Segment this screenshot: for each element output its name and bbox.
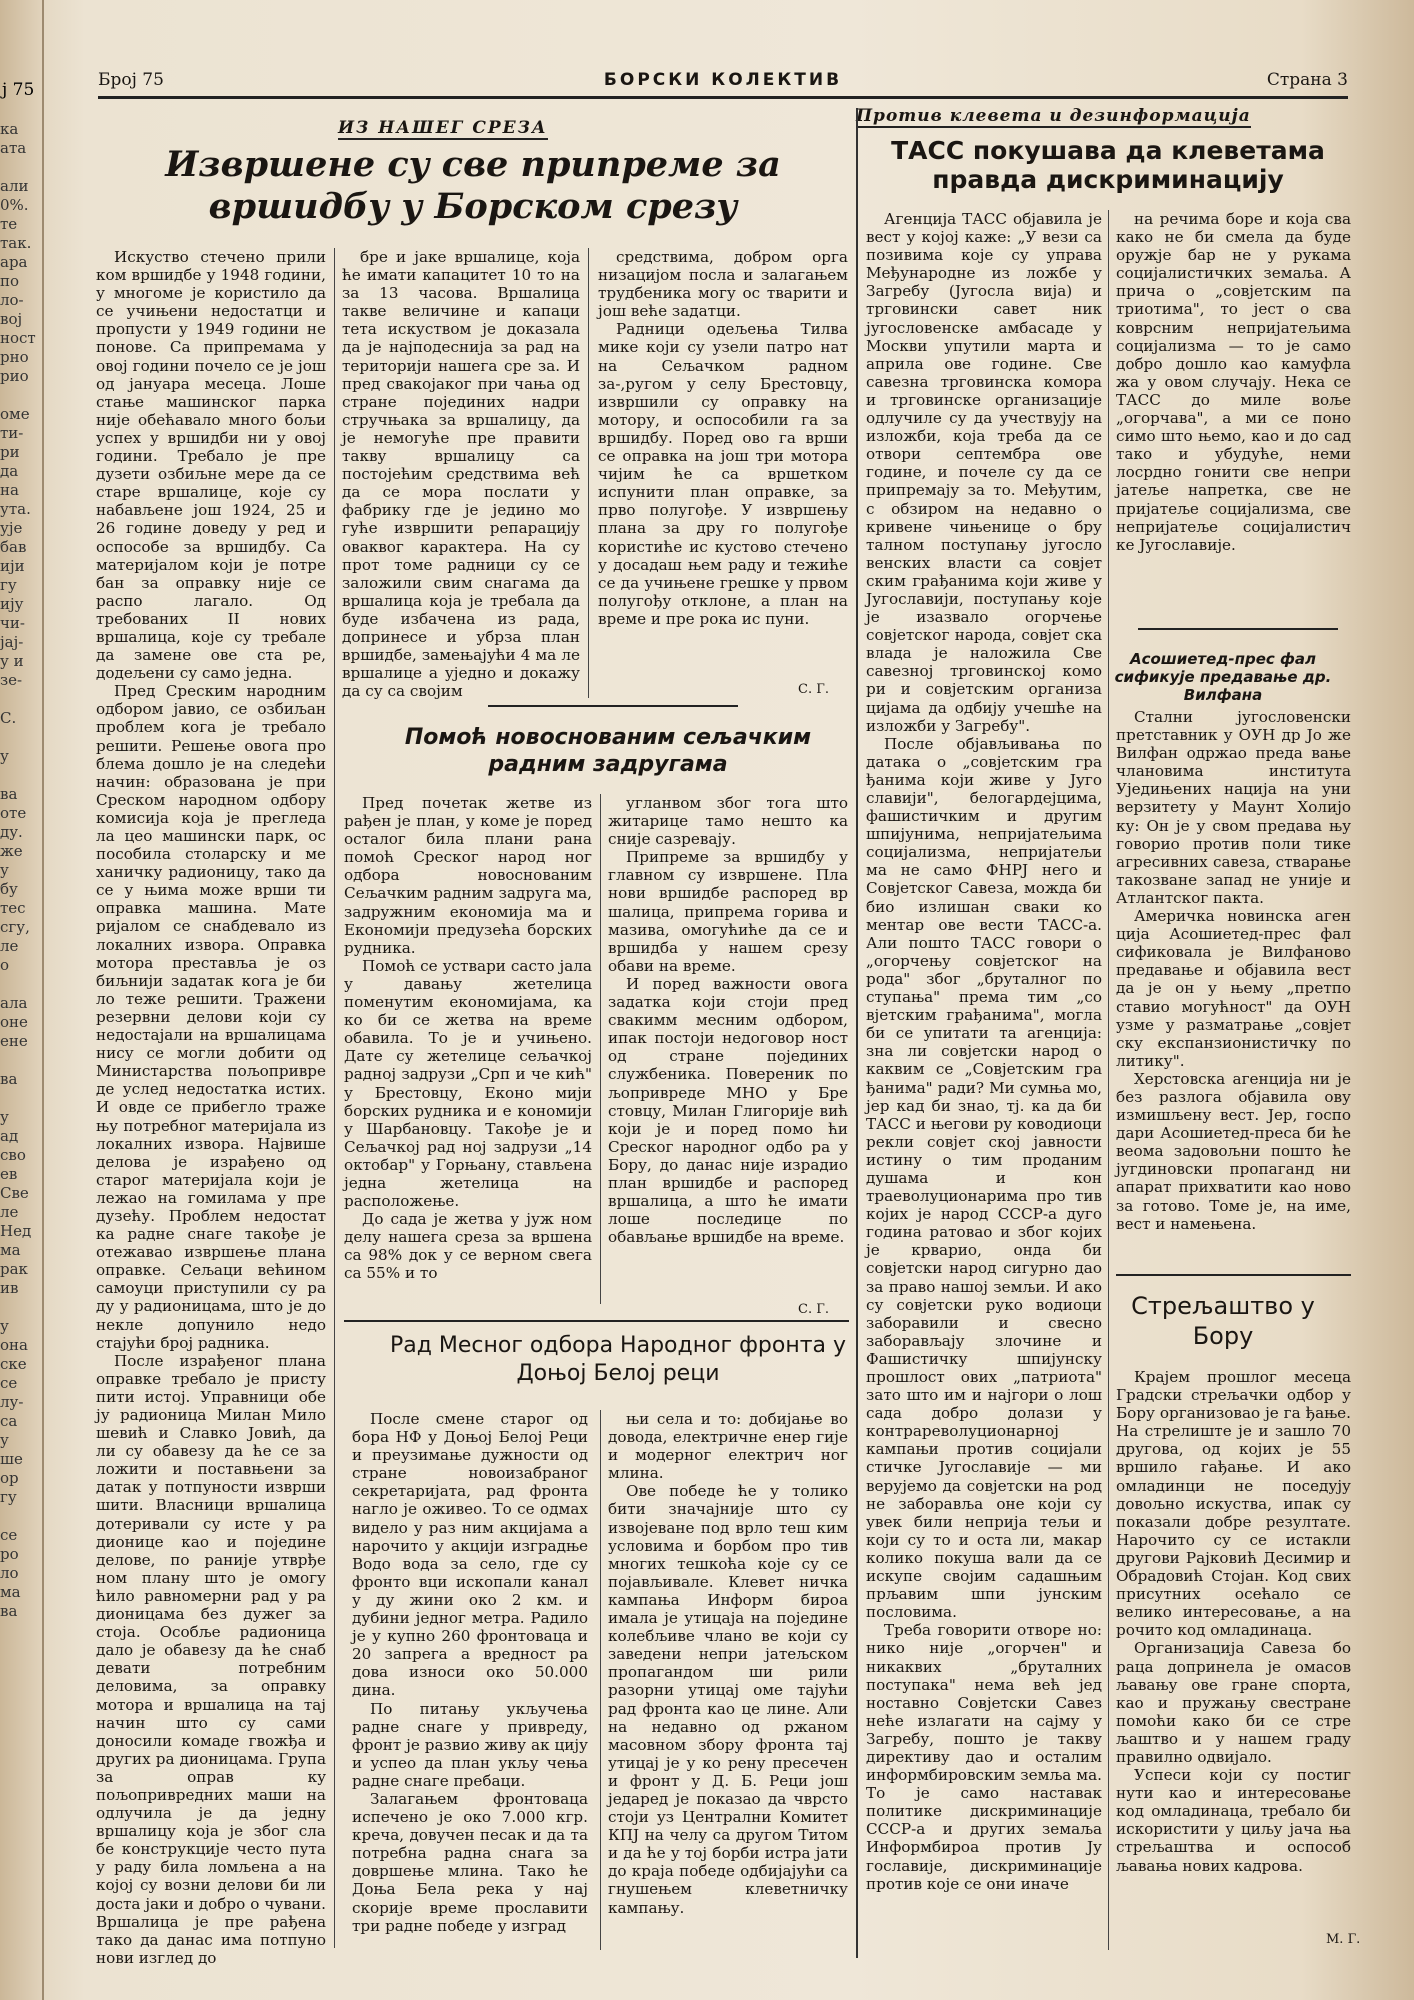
paragraph: Ове победе ће у толико бити значајније што су извојеване под врло теш ким условима и борбом про тив многих тешкоћа које су се појављивале. Клевет ничка кампања Информ бироа имала је утицаја на поједине колебљиве члано ве који су заведени непри јатељском пропагандом ши рили разорни утицај оме тајући рад фронта као це лине. Али на недавно од ржаном масовном збору фронта тај утицај је у ко рену пресечен и фронт у Д. Б. Реци још једаред је показао да чврсто стоји уз Централни Комитет КПЈ на челу са другом Титом и да ће у тој борби истра јати до краја победе одбијајући са гнушењем клеветничку кампању. [608,1482,848,1917]
headline-asso: Асошиетед-прес фал сификује предавање др. Вилфана [1114,650,1332,704]
headline-main: Извршене су све припреме за вршидбу у Борском срезу [165,144,781,227]
newspaper-page [58,48,1363,1978]
article-rad-col1 [352,1410,588,1935]
paragraph: Припреме за вршидбу у главном су извршене. Пла нови вршидбе распоред вр шалица, припрема горива и мазива, омогућиће да се и вршидба у нашем срезу обави на време. [608,848,848,975]
article-tass-col1 [866,210,1102,1893]
column-divider [600,794,601,1304]
paragraph: њи села и то: добијање во довода, електричне енер гије и модерног електрич ног млина. [608,1410,848,1483]
previous-page-number: ј 75 [2,80,35,100]
paragraph: После израђеног плана оправке требало је присту пити истој. Управници обе ју радионица Милан Мило шевић и Славко Јовић, да ли су обавезу да ће се за ложити и поставњени за датак у потпуности изврши шити. Власници вршалица дотеривали су исте у ра дионице као и поједине делове, по раније утврђе ном плану што је омогу ћило равномерни рад у ра дионицама без дужег за стоја. Особље радионица дало је обавезу да ће снаб девати потребним деловима, за оправку мотора и вршалица на тај начин што су сами доносили комаде гвожђа и других ра дионицама. Група за оправ ку пољопривредних маши на одлучила је да једну вршалицу која је због сла бе конструкције често пута у раду била ломљена а на којој су возни делови би ли доста јаки и добро о чувани. Вршалица је пре рађена тако да данас има потпуно нови изглед до [96,1351,326,1967]
article-main-col2 [342,248,580,700]
page-header [98,62,1348,99]
paragraph: бре и јаке вршалице, која ће имати капацитет 10 то на за 13 часова. Вршалица такве величине и капаци тета искуством је доказала да је најподеснија за рад на територији нашега сре за. И пред свакојаког при чања од стране појединих надри стручњака за вршалицу, да је немогуће пре правити такву вршалицу са постојећим средствима већ да се мора послати у фабрику где је једино мо гуће извршити репарацију оваквог карактера. На су прот томе радници су се заложили свим снагама да вршалица која је требала да буде избачена из рада, допринесе и убрза план вршидбе, замењајући 4 ма ле вршалице а уједно и докажу да су са својим [342,248,580,701]
previous-page-strip [0,0,44,2000]
paragraph: Америчка новинска аген ција Асошиетед-прес фал сификовала је Вилфаново предавање и објавила вест да је он у њему „претпо ставио могућност" да ОУН узме у разматрање „совјет ску експанзионистичку по литику". [1116,907,1351,1070]
separator-rule [1116,1274,1351,1276]
paragraph: После смене старог од бора НФ у Доњој Белој Реци и преузимање дужности од стране новоизабраног секретаријата, рад фронта нагло је оживео. То се одмах видело у раз ним акцијама а нарочито у акцији изградње Водо вода за село, где су фронто вци ископали канал у ду жини око 2 км. и дубини једног метра. Радило је у купно 260 фронтоваца и 20 запрега а вредност ра дова износи око 50.000 дина. [352,1410,588,1700]
headline-pomoc: Помоћ новоснованим сељачким радним задругама [404,725,812,777]
paragraph: Успеси који су постиг нути као и интересовање код омладинаца, требало би искористити у циљу јача ња стрељаштва и оспособ љавања нових кадрова. [1116,1766,1351,1875]
signature-strel: М. Г. [1326,1932,1361,1947]
article-main-col1 [96,248,326,1967]
separator-rule [1138,628,1338,630]
paragraph: Стални југословенски претставник у ОУН др Јо же Вилфан одржао преда вање члановима института Уједињених нација на уни верзитету у Маунт Холијо ку: Он је у свом предава њу говорио против поли тике агресивних савеза, стварање такозване запад не уније и Атлантског пакта. [1116,708,1351,907]
headline-tass: ТАСС покушава да клеветама правда дискриминацију [891,136,1325,194]
article-pomoc-col2 [608,794,848,1246]
column-divider [1108,210,1109,1950]
headline-rad: Рад Месног одбора Народног фронта у Доњој Белој реци [389,1333,847,1386]
paragraph: Залагањем фронтоваца испечено је око 7.000 кгр. креча, довучен песак и да та потребна радна снага за довршење млина. Тако ће Доња Бела река у нај скорије време прославити три радне победе у изград [352,1789,588,1935]
paragraph: Крајем прошлог месеца Градски стрељачки одбор у Бору организовао је га ђање. На стрелиште је и зашло 70 другова, од којих је 55 вршило гађање. И ако омладинци не поседују довољно искуства, ипак су показали добре резултате. Нарочито су се истакли другови Рајковић Десимир и Обрадовић Стојан. Код свих присутних осећало се велико интересовање, а на рочито код омладинаца. [1116,1368,1351,1640]
article-pomoc-col1 [344,794,592,1283]
paragraph: До сада је жетва у јуж ном делу нашега среза за вршена са 98% док у се верном свега са 55% и то [344,1210,592,1283]
paragraph: Пред Среским народним одбором јавио, се озбиљан проблем кога је требало решити. Решење овога про блема дошло је на следећи начин: образована је при Среском народном одбору комисија која је прегледа ла цео машински парк, ос пособила столарску и ме ханичку радионицу, тако да се у њима може врши ти оправка машина. Мате ријалом се снабдевало из локалних извора. Оправка мотора преставља је оз биљнији задатак кога је би ло теже решити. Тражени резервни делови који су недостајали на вршалицама нису се могли добити од Министарства пољопривре де услед недостатка истих. И овде се прибегло траже њу потребног материјала из локалних извора. Највише делова је израђено од старог материјала који је лежао на гомилама у пре дузећу. Проблем недостат ка радне снаге такође је отежавао извршење плана оправке. Сељаци већином самоуци приступили су ра ду у радионицама, што је до некле допунило недо стајући број радника. [96,682,326,1352]
issue-number: Број 75 [98,70,164,90]
signature-main: С. Г. [798,682,829,697]
column-divider [600,1410,601,1950]
paragraph: Треба говорити отворе но: нико није „огорчен" и никаквих „бруталних поступака" нема већ јед ноставно Совјетски Савез неће излагати на сајму у Загребу, пошто је такву директиву дао и осталим информбировским земља ма. То је само наставак политике дискриминације СССР-а и других земаља Информбироа против Ју гославије, дискриминације против које се они иначе [866,1621,1102,1893]
article-tass-col2 [1116,210,1351,554]
separator-rule [488,705,738,707]
column-divider [856,108,858,1958]
paragraph: Пред почетак жетве из рађен је план, у коме је поред осталог била плани рана помоћ Среског народ ног одбора новоснованим Сељачким радним задруга ма, задружним економија ма и Економији предузећа борских рудника. [344,794,592,957]
article-strel [1116,1368,1351,1875]
signature-pomoc: С. Г. [798,1302,829,1317]
column-divider [588,248,589,698]
paragraph: на речима боре и која сва како не би смела да буде оружје бар не у рукама социјалистичких земаља. А прича о „совјетским па триотима", то јест о сва коврсним непријатељима социјализма — то је само добро дошло као камуфла жа у овом случају. Нека се ТАСС до миле воље „огорчава", а ми се поно симо што њемо, као и до сад тако и убудуће, неми лосрдно гонити све непри јатеље напретка, све не пријатеље социјализма, све непријатеље социјалистич ке Југославије. [1116,210,1351,554]
previous-page-fragments: ка ата али 0%. те так. ара по ло- вој ност рно рио оме ти- ри да на ута. ује бав ији гу ију чи- јај- у и зе- С. у ва оте ду. же у бу тес сгу, ле о ала оне ене ва у ад сво ев Све ле Нед ма рак ив у она ске се лу- са у ше ор гу се ро ло ма ва [0,120,36,1620]
paragraph: Агенција ТАСС објавила је вест у којој каже: „У вези са позивима које су управа Међународне из ложбе у Загребу (Југосла вија) и трговински савет ник југословенске амбасаде у Москви упутили марта и априла ове године. Све савезна трговинска комора и трговинске организације одлучиле су да учествују на изложби, која треба да се отвори септембра ове године, и почеле су да се припремају за то. Међутим, с обзиром на недавно о кривене чињенице о бру талном поступању југосло венских власти са совјет ским грађанима који живе у Југославији, поступању које је изазвало огорчење совјетског народа, совјет ска влада је наложила Све савезној трговинској комо ри и совјетским организа цијама да одбију учешће на изложби у Загребу". [866,210,1102,735]
paragraph: Херстовска агенција ни је без разлога објавила ову измишљену вест. Јер, госпо дари Асошиетед-преса би ће веома задовољни пошто ће југдиновски пропаганд ни апарат прихватити као ново за готово. Томе је, на име, вест и намењена. [1116,1069,1351,1233]
paragraph: По питању укључења радне снаге у привреду, фронт је развио живу ак цију и успео да план укљу чења радне снаге пребаци. [352,1699,588,1790]
article-rad-col2 [608,1410,848,1917]
article-main-col3 [598,248,848,628]
section-kicker-disinfo: Против клевета и дезинформација [856,106,1251,126]
headline-strel: Стрељаштво у Бору [1131,1292,1315,1350]
separator-rule [344,1320,849,1322]
section-kicker-local: ИЗ НАШЕГ СРЕЗА [338,118,548,138]
paragraph: И поред важности овога задатка који стоји пред свакимм месним одбором, ипак постоји недоговор ност од стране појединих службеника. Повереник по љопривреде МНО у Бре стовцу, Милан Глигорије вић који је и поред помо ћи Среског народног одбо ра у Бору, до данас није израдио план вршидбе и распоред вршалица, а што ће имати лоше последице по обављање вршидбе на време. [608,974,848,1247]
paragraph: Организација Савеза бо раца допринела је омасов љавању ове гране спорта, као и пружању свестране помоћи како би се стре љаштво и у нашем граду правилно одвијало. [1116,1639,1351,1766]
paragraph: средствима, добром орга низацијом посла и залагањем трудбеника могу ос тварити и још веће задатци. [598,248,848,321]
page-number: Страна 3 [1266,70,1348,90]
paragraph: Помоћ се уствари састо јала у давању жетелица поменутим економијама, ка ко би се жетва на време обавила. То је и учињено. Дате су жетелице сељачкој радној задрузи „Срп и че кић" у Брестовцу, Еконо мији борских рудника и е кономији у Шарбановцу. Такође је и Сељачкој рад ној задрузи „14 октобар" у Горњану, стављена једна жетелица на расположење. [344,956,592,1211]
column-divider [334,248,335,1948]
paragraph: После објављивања по датака о „совјетским гра ђанима који живе у Југо славији", белогардејцима, фашистичким и другим шпијунима, непријатељима социјализма, непријатељи ма не само ФНРЈ него и Совјетског Савеза, можда би био излишан сваки ко ментар ове вести ТАСС-а. Али пошто ТАСС говори о „огорчењу совјетског на рода" због „бруталног по ступања" према тим „со вјетским грађанима", могла би се упитати та агенција: зна ли совјетски народ о каквим се „Совјетским гра ђанима" ради? Ми сумња мо, јер кад би знао, тј. ка да би ТАСС и његови ру ководиоци рекли совјет ској јавности истину о тим проданим душама и кон траеволуционарима про тив којих је народ СССР-а дуго година ратовао и због којих је крварио, онда би совјетски народ сигурно дао за право нашој земљи. И ако су совјетски руко водиоци заборавили и свесно заборављају злочине и Фашистичку шпијунску прошлост ових „патриота" зато што им и најгори о лош сада добро долази у контрареволуционарној кампањи против социјали стичке Југославије — ми верујемо да совјетски на род не заборавља оне који су увек били неприја тељи и који су то и оста ли, макар колико покуша вали да се искупе својим садашњим прљавим шпи јунским пословима. [866,734,1102,1622]
paragraph: угланвом због тога што житарице тамо нешто ка сније сазревају. [608,794,848,849]
masthead: БОРСКИ КОЛЕКТИВ [603,70,843,90]
paragraph: Радници одељења Тилва мике који су узели патро нат на Сељачком радном за-,ругом у селу Брестовцу, извршили су оправку на мотору, и оспособили га за вршидбу. Поред ово га врши се оправка на још три мотора чијим ће са вршетком испунити план оправке, за прво полугође. У извршењу плана за дру го полугође користиће ис кустово стечено у досадаш њем раду и тежиће се да учињене грешке у првом полугођу отклоне, а план на време и пре рока ис пуни. [598,320,848,628]
paragraph: Искуство стечено прили ком вршидбе у 1948 години, у многоме је користило да се учињени недостатци и пропусти у 1949 години не понове. Са припремама у овој години почело се је још од јануара месеца. Лоше стање машинског парка није обећавало много бољи успех у вршидби ни у овој години. Требало је пре дузети озбиљне мере да се старе вршалице, које су набављене још 1924, 25 и 26 године доведу у ред и оспособе за вршидбу. Са материјалом који је потре бан за оправку није се распо лагало. Од требованих II нових вршалица, које су требале да замене ове ста ре, додељени су само једна. [96,248,326,683]
article-asso [1116,708,1351,1233]
